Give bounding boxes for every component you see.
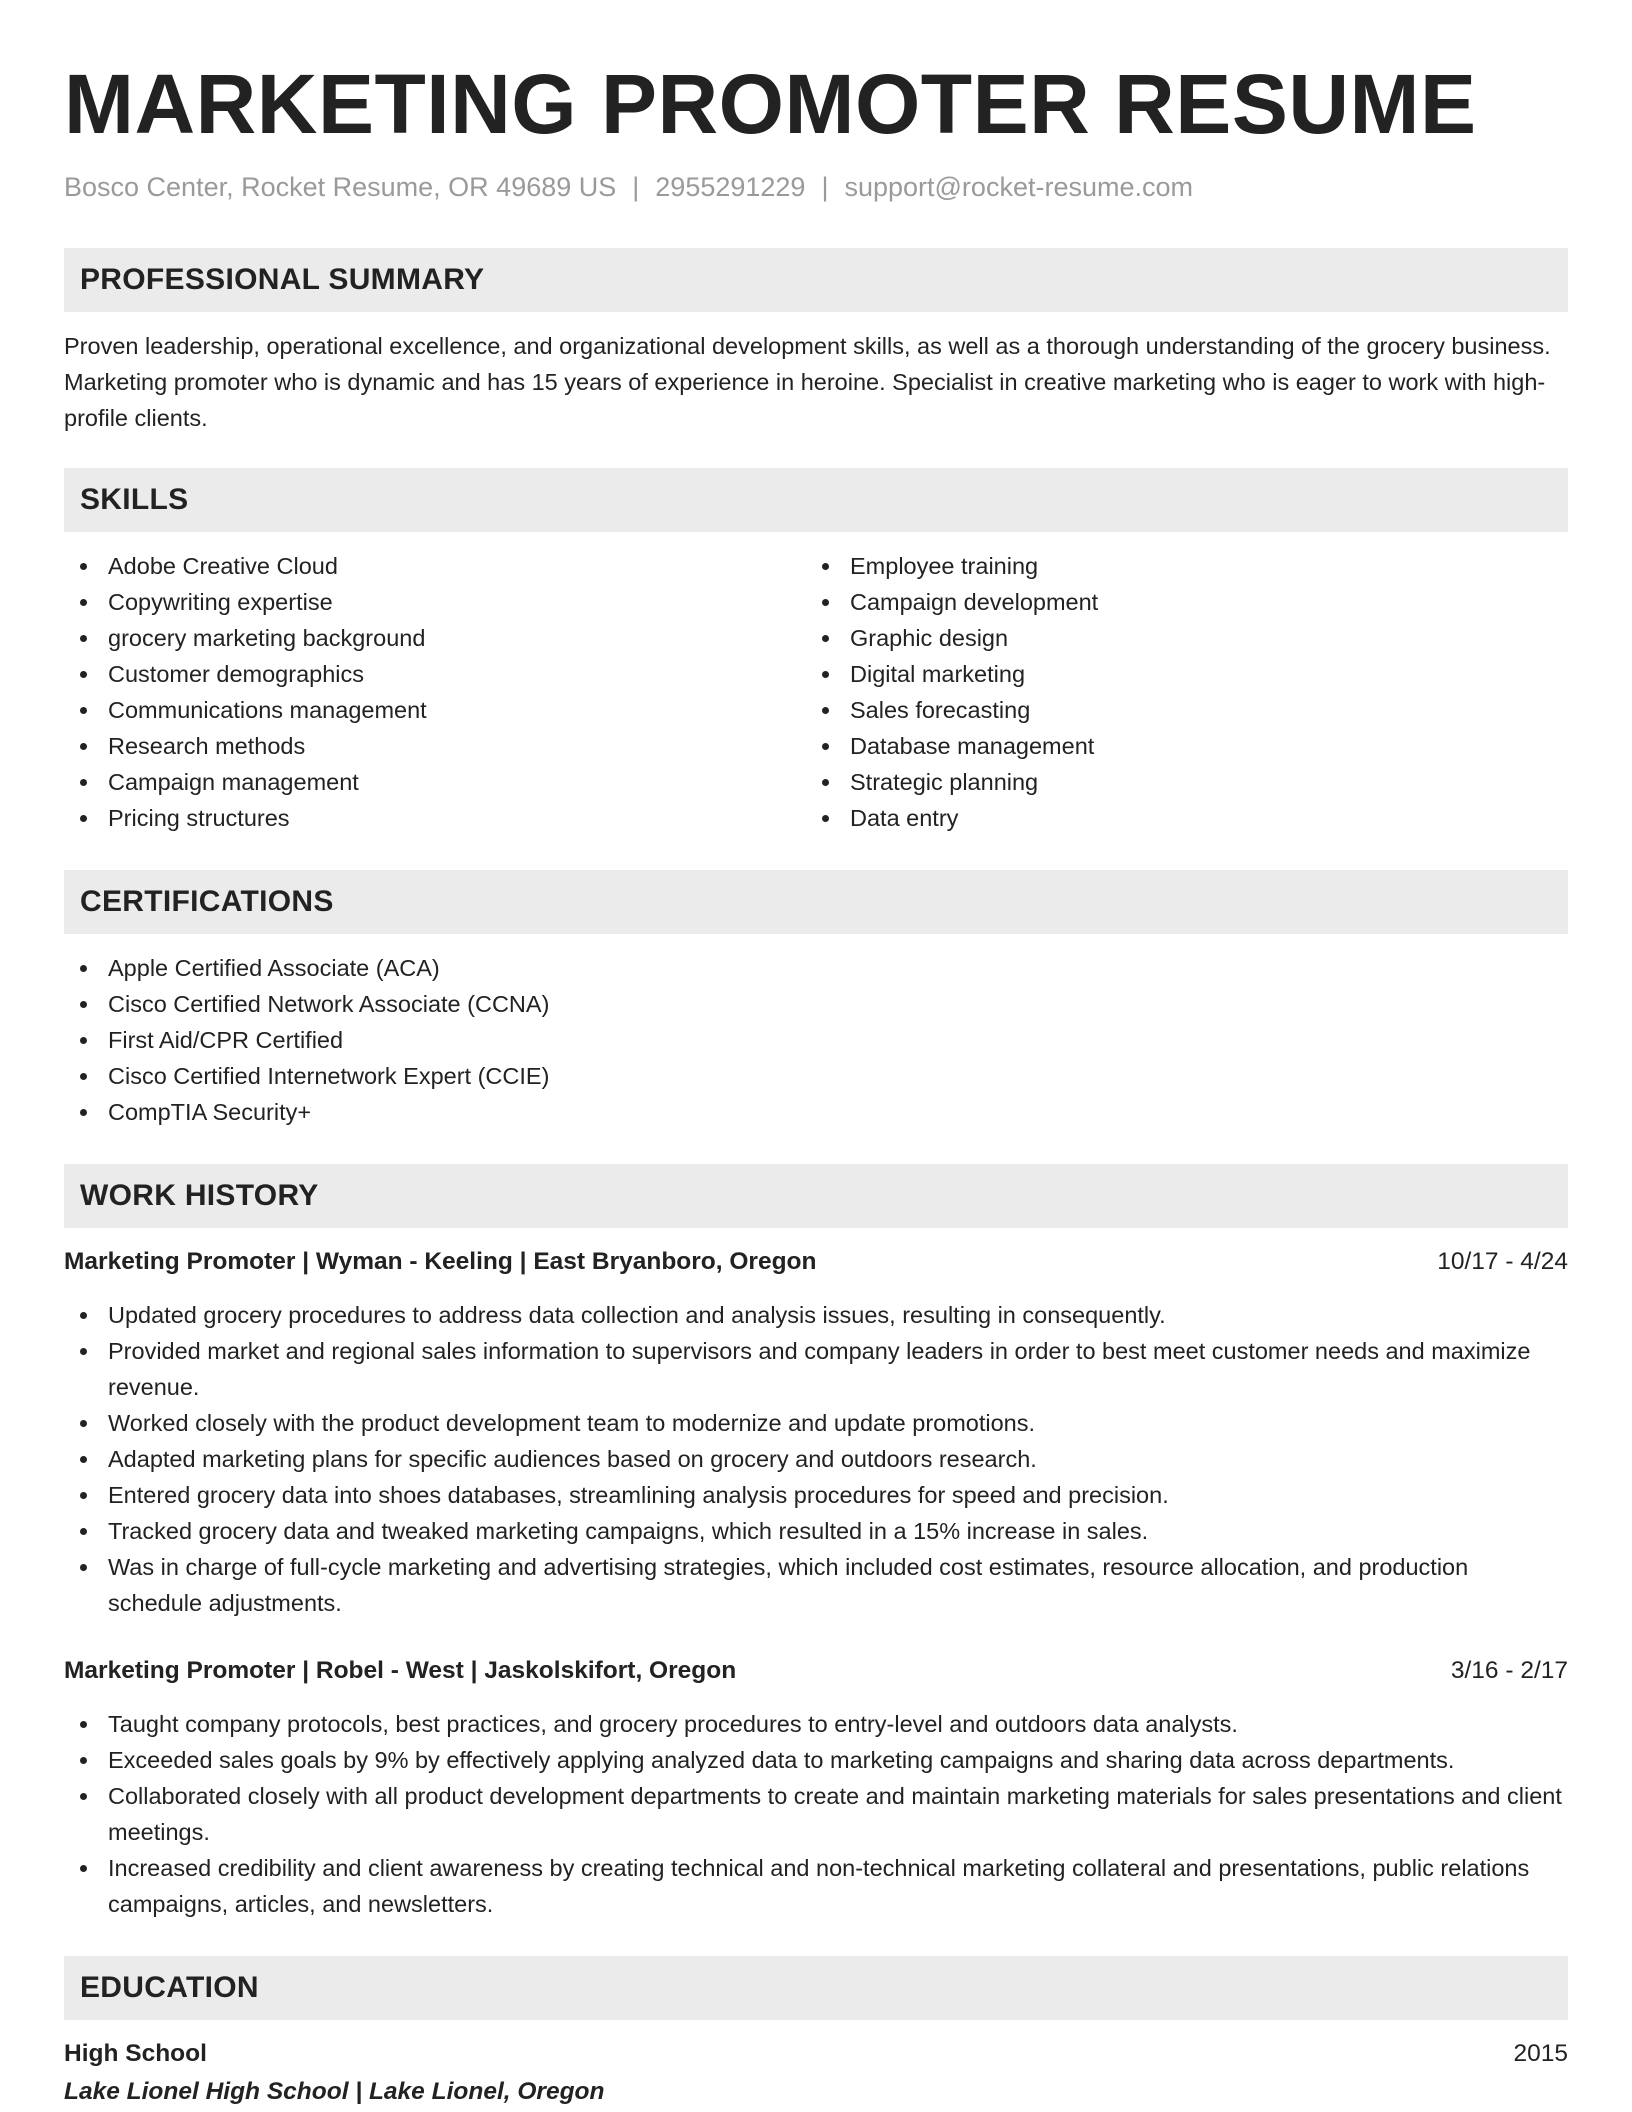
contact-separator: | <box>821 172 829 202</box>
work-heading: WORK HISTORY <box>80 1179 319 1212</box>
job-bullet: Collaborated closely with all product development departments to create and maintain marketing materials for sales presentations and client meetings. <box>64 1778 1568 1850</box>
job-dates: 10/17 - 4/24 <box>1437 1248 1568 1275</box>
contact-address: Bosco Center, Rocket Resume, OR 49689 US <box>64 172 617 202</box>
skill-item: Employee training <box>806 548 1548 584</box>
skill-item: grocery marketing background <box>64 620 806 656</box>
certification-item: Cisco Certified Internetwork Expert (CCIE) <box>64 1058 1568 1094</box>
skills-columns <box>64 548 1568 836</box>
skills-section-header <box>64 468 1568 532</box>
work-section-header <box>64 1164 1568 1228</box>
job-header <box>64 1244 1568 1280</box>
job-entry <box>64 1244 1568 1621</box>
skill-item: Adobe Creative Cloud <box>64 548 806 584</box>
certifications-list <box>64 950 1568 1130</box>
certification-item: First Aid/CPR Certified <box>64 1022 1568 1058</box>
certification-item: CompTIA Security+ <box>64 1094 1568 1130</box>
skill-item: Data entry <box>806 800 1548 836</box>
skill-item: Research methods <box>64 728 806 764</box>
certifications-section-header <box>64 870 1568 934</box>
summary-text: Proven leadership, operational excellence, and organizational development skills, as well as a thorough understanding of the grocery business. Marketing promoter who is dynamic and has 15 years of experience in heroine. Specialist in creative marketing who is eager to work with high-profile clients. <box>64 333 1551 431</box>
skill-item: Sales forecasting <box>806 692 1548 728</box>
job-bullets <box>64 1706 1568 1922</box>
skill-item: Campaign management <box>64 764 806 800</box>
education-header <box>64 2036 1568 2072</box>
job-title: Marketing Promoter | Wyman - Keeling | East Bryanboro, Oregon <box>64 1248 817 1275</box>
education-section-header <box>64 1956 1568 2020</box>
skill-item: Customer demographics <box>64 656 806 692</box>
job-bullet: Adapted marketing plans for specific audiences based on grocery and outdoors research. <box>64 1441 1568 1477</box>
job-bullets <box>64 1297 1568 1621</box>
job-bullet: Updated grocery procedures to address data collection and analysis issues, resulting in consequently. <box>64 1297 1568 1333</box>
skill-item: Pricing structures <box>64 800 806 836</box>
summary-heading: PROFESSIONAL SUMMARY <box>80 263 485 296</box>
education-heading: EDUCATION <box>80 1971 259 2004</box>
resume-title: MARKETING PROMOTER RESUME <box>64 57 1477 151</box>
job-header <box>64 1653 1568 1689</box>
skills-list-left <box>64 548 806 836</box>
job-bullet: Was in charge of full-cycle marketing and advertising strategies, which included cost estimates, resource allocation, and production schedule adjustments. <box>64 1549 1568 1621</box>
education-year: 2015 <box>1513 2040 1568 2067</box>
certification-item: Apple Certified Associate (ACA) <box>64 950 1568 986</box>
skill-item: Database management <box>806 728 1548 764</box>
contact-phone: 2955291229 <box>655 172 806 202</box>
education-school: Lake Lionel High School | Lake Lionel, Oregon <box>64 2078 605 2105</box>
skill-item: Communications management <box>64 692 806 728</box>
job-bullet: Worked closely with the product development team to modernize and update promotions. <box>64 1405 1568 1441</box>
certifications-heading: CERTIFICATIONS <box>80 885 334 918</box>
education-entry <box>64 2036 1568 2110</box>
skills-list-right <box>806 548 1548 836</box>
skill-item: Digital marketing <box>806 656 1548 692</box>
certification-item: Cisco Certified Network Associate (CCNA) <box>64 986 1568 1022</box>
job-bullet: Tracked grocery data and tweaked marketing campaigns, which resulted in a 15% increase in sales. <box>64 1513 1568 1549</box>
skills-heading: SKILLS <box>80 483 189 516</box>
skill-item: Copywriting expertise <box>64 584 806 620</box>
skill-item: Campaign development <box>806 584 1548 620</box>
job-bullet: Provided market and regional sales information to supervisors and company leaders in order to best meet customer needs and maximize revenue. <box>64 1333 1568 1405</box>
job-dates: 3/16 - 2/17 <box>1450 1657 1568 1684</box>
skill-item: Graphic design <box>806 620 1548 656</box>
job-title: Marketing Promoter | Robel - West | Jaskolskifort, Oregon <box>64 1657 737 1684</box>
job-bullet: Entered grocery data into shoes databases, streamlining analysis procedures for speed and precision. <box>64 1477 1568 1513</box>
job-bullet: Increased credibility and client awareness by creating technical and non-technical marketing collateral and presentations, public relations campaigns, articles, and newsletters. <box>64 1850 1568 1922</box>
contact-email: support@rocket-resume.com <box>844 172 1193 202</box>
job-bullet: Exceeded sales goals by 9% by effectively applying analyzed data to marketing campaigns and sharing data across departments. <box>64 1742 1568 1778</box>
contact-line <box>64 170 1568 204</box>
skill-item: Strategic planning <box>806 764 1548 800</box>
education-degree: High School <box>64 2040 207 2067</box>
job-entry <box>64 1653 1568 1922</box>
job-bullet: Taught company protocols, best practices, and grocery procedures to entry-level and outdoors data analysts. <box>64 1706 1568 1742</box>
contact-separator: | <box>632 172 640 202</box>
summary-section-header <box>64 248 1568 312</box>
